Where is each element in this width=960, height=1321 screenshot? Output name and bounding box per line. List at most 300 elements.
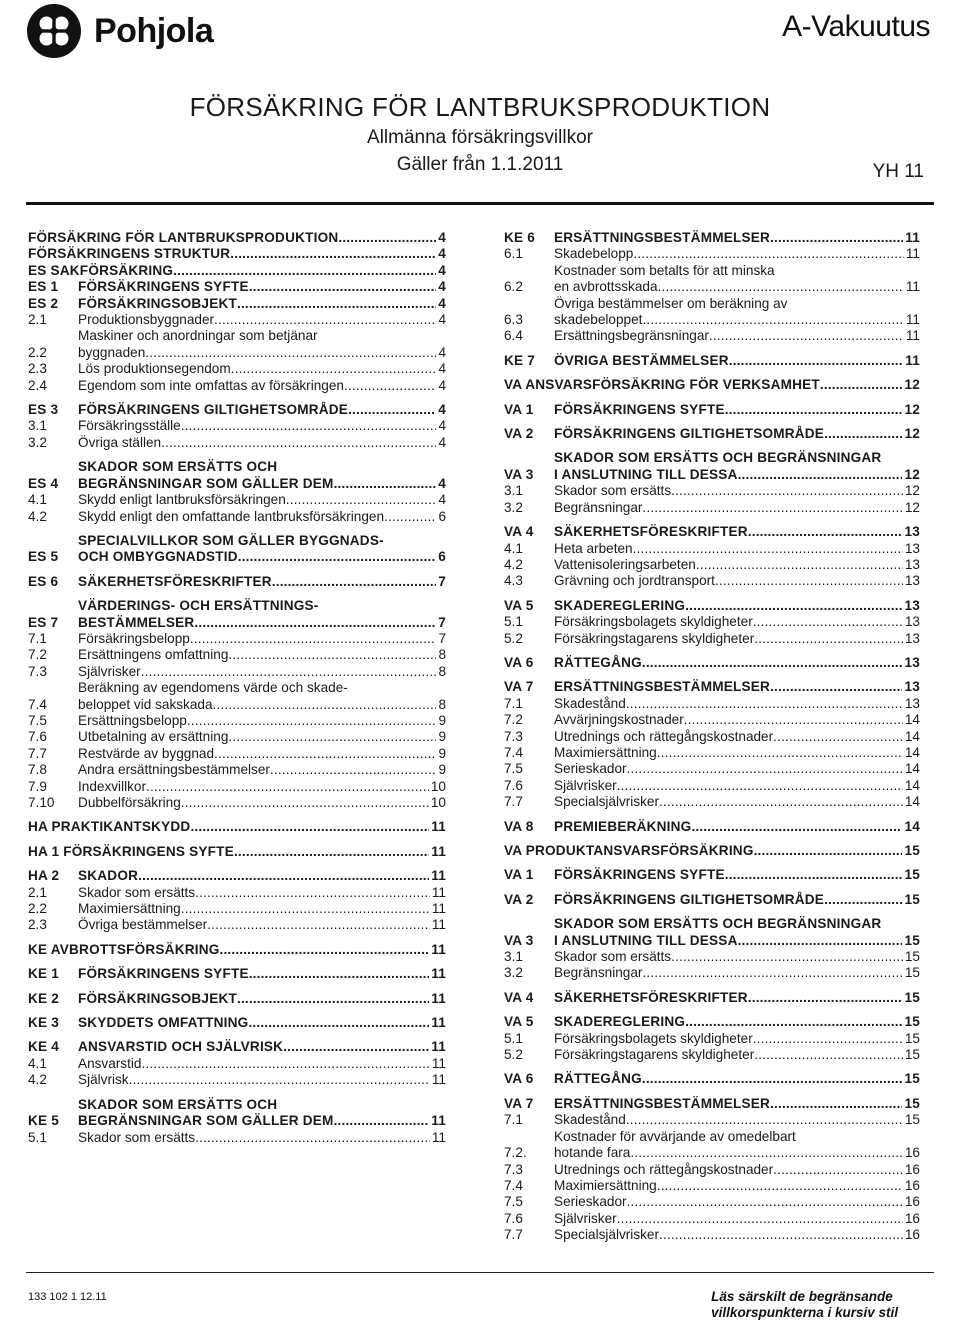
toc-entry-title: PREMIEBERÄKNING (554, 818, 692, 834)
toc-entry (504, 353, 920, 369)
toc-entry-title: BEGRÄNSNINGAR SOM GÄLLER DEM (78, 1113, 334, 1129)
toc-entry-number: ES 4 (28, 475, 59, 491)
toc-entry (504, 1178, 920, 1194)
toc-entry-title: SKADEREGLERING (554, 597, 686, 613)
toc-entry (504, 614, 920, 630)
toc-entry-number: VA 1 (504, 867, 534, 883)
toc-leader-dots (334, 1113, 430, 1129)
toc-entry-number: KE 5 (28, 1113, 60, 1129)
toc-entry (504, 402, 920, 418)
toc-entry-number: HA 2 (28, 868, 60, 884)
toc-page-number: 15 (904, 891, 920, 907)
toc-page-number: 11 (431, 941, 446, 957)
toc-page-number: 4 (438, 295, 446, 311)
toc-entry (28, 901, 446, 917)
toc-entry-title: Självrisker (78, 663, 141, 679)
toc-entry (28, 762, 446, 778)
toc-entry-number: 4.1 (28, 1055, 47, 1071)
toc-entry-title: Vattenisoleringsarbeten (554, 556, 696, 572)
toc-page-number: 4 (438, 402, 446, 418)
toc-page-number: 4 (438, 344, 446, 360)
toc-leader-dots (773, 729, 903, 745)
toc-page-number: 15 (904, 1014, 920, 1030)
toc-entry-number: 7.2 (504, 712, 523, 728)
toc-page-number: 13 (904, 556, 920, 572)
toc-entry-number: 2.2 (28, 901, 47, 917)
toc-page-number: 13 (904, 614, 920, 630)
toc-page-number: 4 (438, 279, 446, 295)
toc-leader-dots (729, 353, 903, 369)
toc-entry-title: Maximiersättning (554, 744, 657, 760)
toc-entry-number: VA 2 (504, 891, 534, 907)
toc-entry-number: 3.1 (504, 949, 523, 965)
toc-entry-number: KE 4 (28, 1039, 60, 1055)
toc-entry-title: Begränsningar (554, 965, 643, 981)
toc-entry-number: 6.4 (504, 328, 523, 344)
toc-entry (28, 885, 446, 901)
toc-entry (504, 377, 920, 393)
toc-entry-number: 2.3 (28, 917, 47, 933)
toc-leader-dots (748, 990, 903, 1006)
toc-page-number: 14 (904, 744, 920, 760)
toc-page-number: 9 (438, 729, 446, 745)
toc-entry-number: 7.10 (28, 795, 55, 810)
toc-entry-title: Skydd enligt lantbruksförsäkringen (78, 492, 286, 508)
toc-entry-title: FÖRSÄKRINGENS SYFTE (78, 279, 249, 295)
toc-entry-number: VA 6 (504, 1071, 534, 1087)
toc-entry-title: Produktionsbyggnader (78, 312, 215, 328)
toc-page-number: 4 (438, 262, 446, 278)
toc-entry (504, 1096, 920, 1112)
toc-page-number: 15 (904, 949, 920, 965)
toc-leader-dots (249, 279, 437, 295)
toc-page-number: 9 (438, 745, 446, 761)
toc-leader-dots (671, 949, 903, 965)
toc-entry-title: Specialsjälvrisker (554, 1227, 660, 1243)
toc-entry-title: ERSÄTTNINGSBESTÄMMELSER (554, 1095, 771, 1111)
toc-entry (28, 312, 446, 328)
toc-entry-title: ERSÄTTNINGSBESTÄMMELSER (554, 679, 771, 695)
toc-leader-dots (725, 402, 903, 418)
toc-entry-title: Ansvarstid (78, 1055, 142, 1071)
toc-page-number: 14 (904, 777, 920, 793)
toc-leader-dots (141, 664, 437, 680)
toc-entry (28, 328, 446, 361)
toc-entry-title: Andra ersättningsbestämmelser (78, 762, 270, 778)
toc-entry (28, 361, 446, 377)
toc-entry-number: VA 3 (504, 466, 534, 482)
toc-page-number: 7 (438, 630, 446, 646)
toc-entry (504, 892, 920, 908)
toc-leader-dots (220, 942, 430, 958)
toc-page-number: 15 (904, 867, 920, 883)
toc-entry-title: Grävning och jordtransport (554, 573, 715, 589)
toc-leader-dots (626, 696, 903, 712)
toc-page-number: 9 (438, 762, 446, 778)
toc-entry-title: Försäkringsbolagets skyldigheter (554, 1030, 753, 1046)
toc-entry (28, 680, 446, 713)
toc-entry-title: SÄKERHETSFÖRESKRIFTER (554, 989, 748, 1005)
toc-entry (28, 966, 446, 982)
toc-entry (28, 435, 446, 451)
toc-entry-title: Heta arbeten (554, 540, 633, 556)
toc-entry-number: 3.1 (504, 483, 523, 499)
toc-leader-dots (270, 762, 437, 778)
toc-leader-dots (738, 467, 903, 483)
toc-leader-dots (642, 500, 902, 516)
toc-entry-title: Kostnader för avvärjande av omedelbart (554, 1128, 796, 1144)
toc-page-number: 11 (905, 312, 920, 328)
toc-entry-title: Avvärjningskostnader (554, 712, 684, 728)
toc-page-number: 4 (438, 434, 446, 450)
toc-page-number: 13 (904, 654, 920, 670)
toc-page-number: 16 (904, 1177, 920, 1193)
toc-page-number: 4 (438, 312, 446, 328)
toc-entry-title: Indexvillkor (78, 778, 146, 794)
toc-leader-dots (214, 312, 436, 328)
toc-leader-dots (642, 655, 903, 671)
toc-entry-number: 2.4 (28, 377, 47, 393)
toc-entry-title: Beräkning av egendomens värde och skade- (78, 680, 348, 696)
toc-leader-dots (630, 1145, 903, 1161)
toc-leader-dots (195, 885, 430, 901)
toc-page-number: 7 (438, 573, 446, 589)
toc-leader-dots (190, 819, 429, 835)
toc-page-number: 4 (438, 492, 446, 508)
toc-entry-title: Utbetalning av ersättning (78, 729, 229, 745)
toc-entry (28, 263, 446, 279)
toc-page-number: 11 (431, 868, 446, 884)
toc-page-number: 4 (438, 230, 446, 245)
toc-entry-number: 7.3 (504, 1161, 523, 1177)
toc-entry-title: Egendom som inte omfattas av försäkringen (78, 377, 344, 393)
toc-page-number: 16 (904, 1161, 920, 1177)
toc-entry-title: VA ANSVARSFÖRSÄKRING FÖR VERKSAMHET (504, 377, 820, 393)
toc-leader-dots (238, 549, 437, 565)
toc-page-number: 10 (430, 778, 446, 794)
toc-entry (504, 679, 920, 695)
toc-entry-title: SKADOR SOM ERSÄTTS OCH (78, 459, 278, 475)
toc-entry-number: 6.3 (504, 312, 523, 328)
toc-leader-dots (617, 1211, 903, 1227)
toc-page-number: 8 (438, 647, 446, 663)
toc-entry-number: 7.7 (28, 745, 47, 761)
toc-entry-title: Skador som ersätts (554, 483, 672, 499)
toc-leader-dots (633, 246, 904, 262)
toc-entry (504, 500, 920, 516)
toc-leader-dots (129, 1072, 430, 1088)
toc-page-number: 6 (438, 549, 446, 565)
header-divider (26, 202, 934, 205)
toc-entry (504, 655, 920, 671)
toc-entry (504, 696, 920, 712)
toc-leader-dots (146, 779, 429, 795)
toc-entry (504, 1194, 920, 1210)
toc-entry (504, 1014, 920, 1030)
document-title: FÖRSÄKRING FÖR LANTBRUKSPRODUKTION (189, 92, 771, 122)
toc-entry-number: 6.1 (504, 246, 523, 262)
toc-entry-title: skadebeloppet (554, 312, 643, 328)
toc-page-number: 11 (905, 246, 920, 262)
toc-entry (28, 378, 446, 394)
toc-entry-number: VA 4 (504, 524, 534, 540)
footer-divider (26, 1272, 934, 1273)
toc-entry-number: KE 2 (28, 990, 60, 1006)
toc-entry-title: FÖRSÄKRINGENS GILTIGHETSOMRÅDE (554, 426, 825, 442)
toc-page-number: 15 (904, 965, 920, 981)
toc-page-number: 4 (438, 361, 446, 377)
toc-leader-dots (754, 843, 903, 859)
toc-page-number: 15 (904, 1030, 920, 1046)
toc-entry (28, 402, 446, 418)
toc-page-number: 11 (431, 1072, 446, 1088)
toc-leader-dots (657, 1178, 903, 1194)
toc-entry-number: 7.4 (504, 744, 523, 760)
toc-entry (28, 492, 446, 508)
toc-leader-dots (753, 614, 903, 630)
toc-entry-title: SÄKERHETSFÖRESKRIFTER (78, 573, 272, 589)
toc-entry (504, 867, 920, 883)
toc-entry (504, 745, 920, 761)
toc-entry (504, 557, 920, 573)
toc-entry (504, 965, 920, 981)
toc-entry-title: Självrisker (554, 777, 617, 793)
toc-entry-title: VA PRODUKTANSVARSFÖRSÄKRING (504, 843, 754, 858)
toc-page-number: 7 (438, 614, 446, 630)
toc-entry (28, 1072, 446, 1088)
toc-leader-dots (228, 647, 436, 663)
toc-leader-dots (642, 965, 902, 981)
toc-entry-title: OCH OMBYGGNADSTID (78, 549, 238, 565)
toc-page-number: 13 (904, 679, 920, 695)
toc-entry-number: 7.5 (504, 1194, 523, 1210)
toc-entry-number: 7.7 (504, 794, 523, 810)
toc-entry-title: RÄTTEGÅNG (554, 1071, 642, 1087)
toc-entry (28, 296, 446, 312)
toc-entry (504, 541, 920, 557)
toc-page-number: 13 (904, 540, 920, 556)
footer-note (711, 1289, 898, 1321)
toc-entry (28, 1097, 446, 1130)
toc-entry-number: 3.2 (504, 499, 523, 515)
toc-entry-number: 7.3 (504, 728, 523, 744)
toc-entry-number: VA 6 (504, 654, 534, 670)
toc-leader-dots (770, 230, 903, 246)
toc-page-number: 14 (904, 728, 920, 744)
toc-entry (28, 598, 446, 631)
toc-entry-title: Skador som ersätts (78, 1129, 196, 1145)
toc-page-number: 15 (904, 1112, 920, 1128)
toc-entry-title: FÖRSÄKRINGENS SYFTE (554, 401, 725, 417)
toc-entry-number: VA 4 (504, 989, 534, 1005)
toc-entry-number: 4.2 (28, 508, 47, 524)
toc-entry-number: 7.7 (504, 1227, 523, 1243)
toc-page-number: 16 (904, 1210, 920, 1226)
toc-entry-title: Försäkringsbelopp (78, 630, 190, 646)
toc-entry (504, 729, 920, 745)
toc-entry-number: 5.2 (504, 630, 523, 646)
toc-entry-title: BESTÄMMELSER (78, 614, 195, 630)
toc-entry-number: 4.2 (504, 556, 523, 572)
toc-leader-dots (173, 263, 436, 279)
toc-leader-dots (187, 713, 437, 729)
toc-entry (28, 631, 446, 647)
toc-entry-title: hotande fara (554, 1145, 631, 1161)
toc-entry-title: BEGRÄNSNINGAR SOM GÄLLER DEM (78, 475, 334, 491)
toc-entry-number: VA 5 (504, 597, 534, 613)
toc-entry-number: 4.3 (504, 573, 523, 589)
toc-leader-dots (642, 1071, 903, 1087)
toc-entry-number: 7.6 (28, 729, 47, 745)
toc-entry-title: Utrednings och rättegångskostnader (554, 1161, 774, 1177)
toc-page-number: 14 (904, 818, 920, 834)
toc-entry-title: FÖRSÄKRINGENS GILTIGHETSOMRÅDE (554, 891, 825, 907)
toc-leader-dots (658, 279, 904, 295)
toc-entry-title: Ersättningsbelopp (78, 712, 187, 728)
toc-entry-title: beloppet vid sakskada (78, 696, 213, 712)
toc-entry (504, 230, 920, 246)
toc-page-number: 4 (438, 475, 446, 491)
toc-page-number: 4 (438, 418, 446, 434)
toc-entry (28, 844, 446, 860)
toc-entry-title: Kostnader som betalts för att minska (554, 262, 775, 278)
toc-entry-title: FÖRSÄKRINGENS SYFTE (554, 867, 725, 883)
toc-entry-title: Maximiersättning (78, 901, 181, 917)
toc-leader-dots (627, 761, 903, 777)
toc-entry (504, 819, 920, 835)
toc-leader-dots (770, 679, 902, 695)
toc-page-number: 8 (438, 696, 446, 712)
toc-page-number: 13 (904, 630, 920, 646)
toc-leader-dots (181, 418, 437, 434)
toc-entry-number: KE 6 (504, 230, 536, 245)
toc-entry (28, 942, 446, 958)
toc-entry (504, 843, 920, 859)
toc-entry (504, 631, 920, 647)
toc-page-number: 11 (431, 884, 446, 900)
toc-page-number: 11 (431, 1055, 446, 1071)
brand-name: Pohjola (94, 11, 214, 50)
toc-entry-number: 5.1 (504, 614, 523, 630)
toc-entry (504, 426, 920, 442)
toc-entry (504, 1211, 920, 1227)
toc-leader-dots (657, 745, 903, 761)
toc-entry-title: FÖRSÄKRING FÖR LANTBRUKSPRODUKTION (28, 230, 339, 245)
toc-entry-number: ES 3 (28, 402, 59, 418)
toc-entry-number: 7.4 (504, 1177, 523, 1193)
toc-page-number: 12 (904, 377, 920, 393)
toc-entry-number: 2.1 (28, 884, 47, 900)
toc-entry-title: Skador som ersätts (78, 884, 196, 900)
toc-leader-dots (738, 933, 903, 949)
valid-from: Gäller från 1.1.2011 (396, 154, 564, 175)
toc-leader-dots (248, 1015, 429, 1031)
toc-page-number: 4 (438, 246, 446, 262)
toc-page-number: 11 (431, 901, 446, 917)
toc-leader-dots (348, 402, 436, 418)
toc-entry (28, 795, 446, 811)
toc-entry (28, 509, 446, 525)
toc-entry-title: Lös produktionsegendom (78, 361, 231, 377)
toc-entry (504, 761, 920, 777)
toc-entry-title: Specialsjälvrisker (554, 794, 660, 810)
toc-entry-number: 7.2. (504, 1145, 527, 1161)
toc-entry (504, 916, 920, 949)
toc-entry-number: ES 6 (28, 573, 59, 589)
toc-leader-dots (228, 729, 436, 745)
toc-leader-dots (214, 746, 436, 762)
toc-page-number: 16 (904, 1145, 920, 1161)
toc-page-number: 11 (431, 966, 446, 982)
toc-entry-title: Utrednings och rättegångskostnader (554, 728, 774, 744)
toc-page-number: 11 (431, 1015, 446, 1031)
toc-leader-dots (249, 966, 430, 982)
toc-entry-title: FÖRSÄKRINGENS STRUKTUR (28, 246, 231, 262)
toc-leader-dots (207, 917, 430, 933)
toc-entry-title: KE AVBROTTSFÖRSÄKRING (28, 941, 220, 957)
toc-page-number: 11 (905, 230, 920, 245)
toc-leader-dots (715, 573, 903, 589)
toc-page-number: 11 (905, 328, 920, 344)
toc-entry-title: byggnaden (78, 344, 146, 360)
toc-page-number: 11 (431, 990, 446, 1006)
toc-entry (28, 1039, 446, 1055)
toc-entry (504, 712, 920, 728)
toc-page-number: 14 (904, 712, 920, 728)
toc-entry-title: I ANSLUTNING TILL DESSA (554, 466, 738, 482)
toc-leader-dots (725, 867, 903, 883)
toc-leader-dots (272, 574, 436, 590)
toc-entry-number: ES 2 (28, 295, 59, 311)
toc-leader-dots (138, 868, 429, 884)
toc-entry-number: ES 5 (28, 549, 59, 565)
toc-leader-dots (286, 492, 437, 508)
toc-left-column (28, 230, 446, 1146)
toc-leader-dots (338, 230, 436, 246)
toc-entry (28, 459, 446, 492)
toc-leader-dots (671, 483, 903, 499)
toc-page-number: 11 (431, 917, 446, 933)
toc-entry (504, 450, 920, 483)
toc-leader-dots (161, 435, 436, 451)
toc-entry-title: Skador som ersätts (554, 949, 672, 965)
toc-page-number: 13 (904, 695, 920, 711)
toc-leader-dots (633, 541, 903, 557)
toc-page-number: 12 (904, 426, 920, 442)
toc-leader-dots (237, 991, 429, 1007)
toc-entry-number: 5.2 (504, 1047, 523, 1063)
toc-entry (28, 819, 446, 835)
toc-entry-number: 3.1 (28, 418, 47, 434)
toc-page-number: 15 (904, 843, 920, 858)
toc-page-number: 15 (904, 989, 920, 1005)
toc-entry (28, 729, 446, 745)
document-code: YH 11 (872, 161, 924, 182)
toc-entry-title: FÖRSÄKRINGSOBJEKT (78, 990, 237, 1006)
toc-leader-dots (659, 794, 903, 810)
toc-entry-number: 7.1 (504, 695, 523, 711)
toc-entry-title: Övriga bestämmelser om beräkning av (554, 295, 788, 311)
document-subtitle: Allmänna försäkringsvillkor (367, 127, 593, 148)
toc-entry (504, 328, 920, 344)
toc-entry (28, 647, 446, 663)
toc-leader-dots (344, 378, 436, 394)
toc-entry (504, 263, 920, 296)
toc-entry-number: 7.6 (504, 777, 523, 793)
toc-entry-title: Självrisker (554, 1210, 617, 1226)
toc-entry-number: ES 7 (28, 614, 59, 630)
toc-entry (504, 990, 920, 1006)
